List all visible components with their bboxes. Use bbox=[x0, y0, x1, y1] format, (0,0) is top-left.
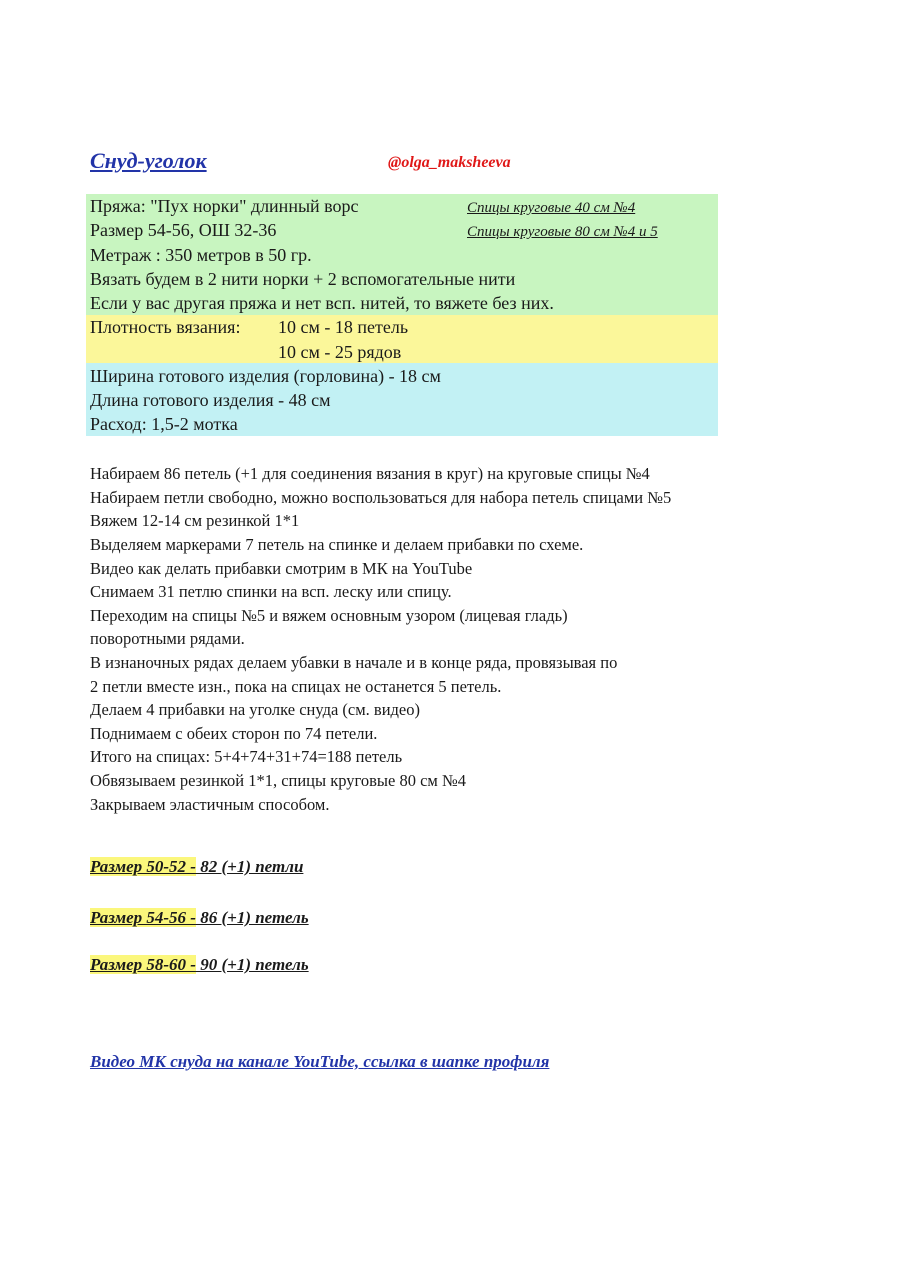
dim-consumption: Расход: 1,5-2 мотка bbox=[90, 414, 238, 434]
instruction-line: Обвязываем резинкой 1*1, спицы круговые 80 см №4 bbox=[90, 771, 466, 790]
spec-size: Размер 54-56, ОШ 32-36 bbox=[90, 220, 277, 240]
size-count: 90 (+1) петель bbox=[195, 955, 309, 974]
instruction-line: Итого на спицах: 5+4+74+31+74=188 петель bbox=[90, 747, 403, 766]
instruction-line: Видео как делать прибавки смотрим в МК на YouTube bbox=[90, 559, 473, 578]
instruction-line: Выделяем маркерами 7 петель на спинке и делаем прибавки по схеме. bbox=[90, 535, 584, 554]
size-count: 86 (+1) петель bbox=[195, 908, 309, 927]
size-option bbox=[90, 908, 309, 928]
instruction-line: 2 петли вместе изн., пока на спицах не останется 5 петель. bbox=[90, 677, 502, 696]
size-option bbox=[90, 857, 303, 877]
instruction-line: В изнаночных рядах делаем убавки в начале и в конце ряда, провязывая по bbox=[90, 653, 618, 672]
density-label: Плотность вязания: bbox=[90, 317, 241, 337]
spec-meterage: Метраж : 350 метров в 50 гр. bbox=[90, 245, 312, 265]
instruction-line: Переходим на спицы №5 и вяжем основным узором (лицевая гладь) bbox=[90, 606, 568, 625]
spec-alt-yarn: Если у вас другая пряжа и нет всп. нитей, то вяжете без них. bbox=[90, 293, 554, 313]
needles-2: Спицы круговые 80 см №4 и 5 bbox=[467, 224, 658, 240]
spec-yarn: Пряжа: "Пух норки" длинный ворс bbox=[90, 196, 359, 216]
dim-width: Ширина готового изделия (горловина) - 18 см bbox=[90, 366, 441, 386]
dim-length: Длина готового изделия - 48 см bbox=[90, 390, 331, 410]
instruction-line: Делаем 4 прибавки на уголке снуда (см. видео) bbox=[90, 700, 420, 719]
page-title: Снуд-уголок bbox=[90, 148, 207, 173]
size-label: Размер 54-56 - bbox=[90, 908, 196, 927]
youtube-video-link[interactable]: Видео МК снуда на канале YouTube, ссылка в шапке профиля bbox=[90, 1052, 550, 1071]
spec-threads: Вязать будем в 2 нити норки + 2 вспомогательные нити bbox=[90, 269, 516, 289]
instruction-line: поворотными рядами. bbox=[90, 629, 245, 648]
instruction-line: Снимаем 31 петлю спинки на всп. леску или спицу. bbox=[90, 582, 452, 601]
size-count: 82 (+1) петли bbox=[195, 857, 304, 876]
size-label: Размер 58-60 - bbox=[90, 955, 196, 974]
density-rows: 10 см - 25 рядов bbox=[278, 342, 402, 362]
instruction-line: Вяжем 12-14 см резинкой 1*1 bbox=[90, 511, 300, 530]
density-stitches: 10 см - 18 петель bbox=[278, 317, 409, 337]
instruction-line: Набираем 86 петель (+1 для соединения вязания в круг) на круговые спицы №4 bbox=[90, 464, 650, 483]
instruction-line: Поднимаем с обеих сторон по 74 петели. bbox=[90, 724, 378, 743]
size-option bbox=[90, 955, 309, 975]
needles-1: Спицы круговые 40 см №4 bbox=[467, 200, 636, 216]
instruction-line: Закрываем эластичным способом. bbox=[90, 795, 330, 814]
size-label: Размер 50-52 - bbox=[90, 857, 196, 876]
author-handle: @olga_maksheeva bbox=[388, 154, 511, 171]
instruction-line: Набираем петли свободно, можно воспользоваться для набора петель спицами №5 bbox=[90, 488, 672, 507]
